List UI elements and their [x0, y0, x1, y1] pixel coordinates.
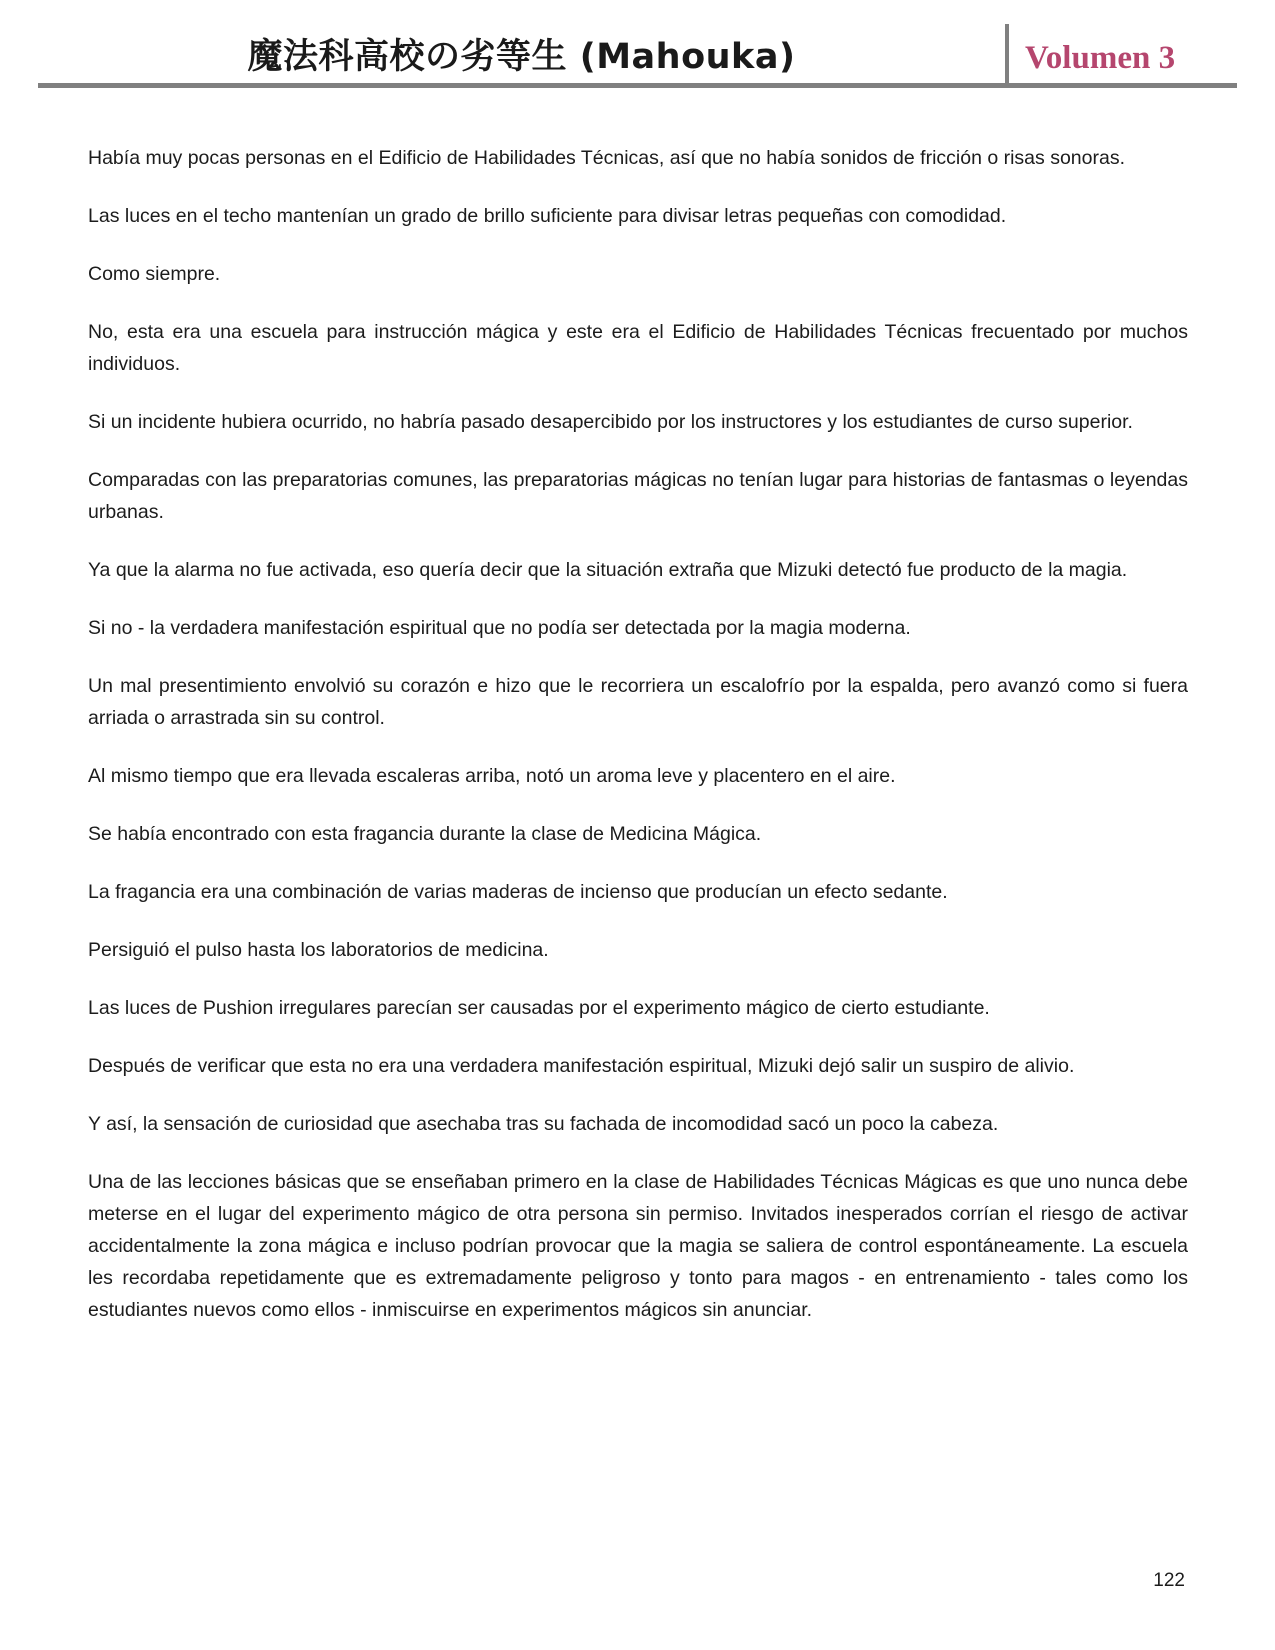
header-title-cell	[38, 24, 1005, 83]
page-body	[88, 142, 1188, 1326]
page-number: 122	[1153, 1570, 1185, 1591]
paragraph: Si no - la verdadera manifestación espiritual que no podía ser detectada por la magia moderna.	[88, 617, 911, 639]
paragraph: Se había encontrado con esta fragancia durante la clase de Medicina Mágica.	[88, 823, 762, 845]
paragraph: Una de las lecciones básicas que se enseñaban primero en la clase de Habilidades Técnicas Mágicas es que uno nunca debe meterse en el lugar del experimento mágico de otra persona sin permiso. Invitados inesperados corrían el riesgo de activar accidentalmente la zona mágica e incluso podrían provocar que la magia se saliera de control espontáneamente. La escuela les recordaba repetidamente que es extremadamente peligroso y tonto para magos - en entrenamiento - tales como los estudiantes nuevos como ellos - inmiscuirse en experimentos mágicos sin anunciar.	[88, 1171, 1188, 1321]
paragraph: Después de verificar que esta no era una verdadera manifestación espiritual, Mizuki dejó salir un suspiro de alivio.	[88, 1055, 1075, 1077]
header-volume-cell	[1005, 24, 1237, 83]
paragraph: Si un incidente hubiera ocurrido, no habría pasado desapercibido por los instructores y los estudiantes de curso superior.	[88, 411, 1133, 433]
paragraph: Persiguió el pulso hasta los laboratorios de medicina.	[88, 939, 549, 961]
paragraph: Las luces en el techo mantenían un grado de brillo suficiente para divisar letras pequeñas con comodidad.	[88, 205, 1007, 227]
paragraph: Y así, la sensación de curiosidad que asechaba tras su fachada de incomodidad sacó un poco la cabeza.	[88, 1113, 999, 1135]
paragraph: Como siempre.	[88, 263, 221, 285]
paragraph: Ya que la alarma no fue activada, eso quería decir que la situación extraña que Mizuki detectó fue producto de la magia.	[88, 559, 1128, 581]
page-header	[38, 24, 1237, 88]
paragraph: Al mismo tiempo que era llevada escaleras arriba, notó un aroma leve y placentero en el aire.	[88, 765, 896, 787]
paragraph: Comparadas con las preparatorias comunes, las preparatorias mágicas no tenían lugar para historias de fantasmas o leyendas urbanas.	[88, 469, 1188, 523]
paragraph: Las luces de Pushion irregulares parecían ser causadas por el experimento mágico de cierto estudiante.	[88, 997, 990, 1019]
paragraph: Un mal presentimiento envolvió su corazón e hizo que le recorriera un escalofrío por la espalda, pero avanzó como si fuera arriada o arrastrada sin su control.	[88, 675, 1188, 729]
volume-label: Volumen 3	[1025, 40, 1176, 76]
paragraph: Había muy pocas personas en el Edificio de Habilidades Técnicas, así que no había sonidos de fricción o risas sonoras.	[88, 147, 1125, 169]
paragraph: No, esta era una escuela para instrucción mágica y este era el Edificio de Habilidades Técnicas frecuentado por muchos individuos.	[88, 321, 1188, 375]
document-title: 魔法科高校の劣等生 (Mahouka)	[247, 37, 796, 77]
page-footer	[1153, 1570, 1185, 1592]
paragraph: La fragancia era una combinación de varias maderas de incienso que producían un efecto sedante.	[88, 881, 948, 903]
